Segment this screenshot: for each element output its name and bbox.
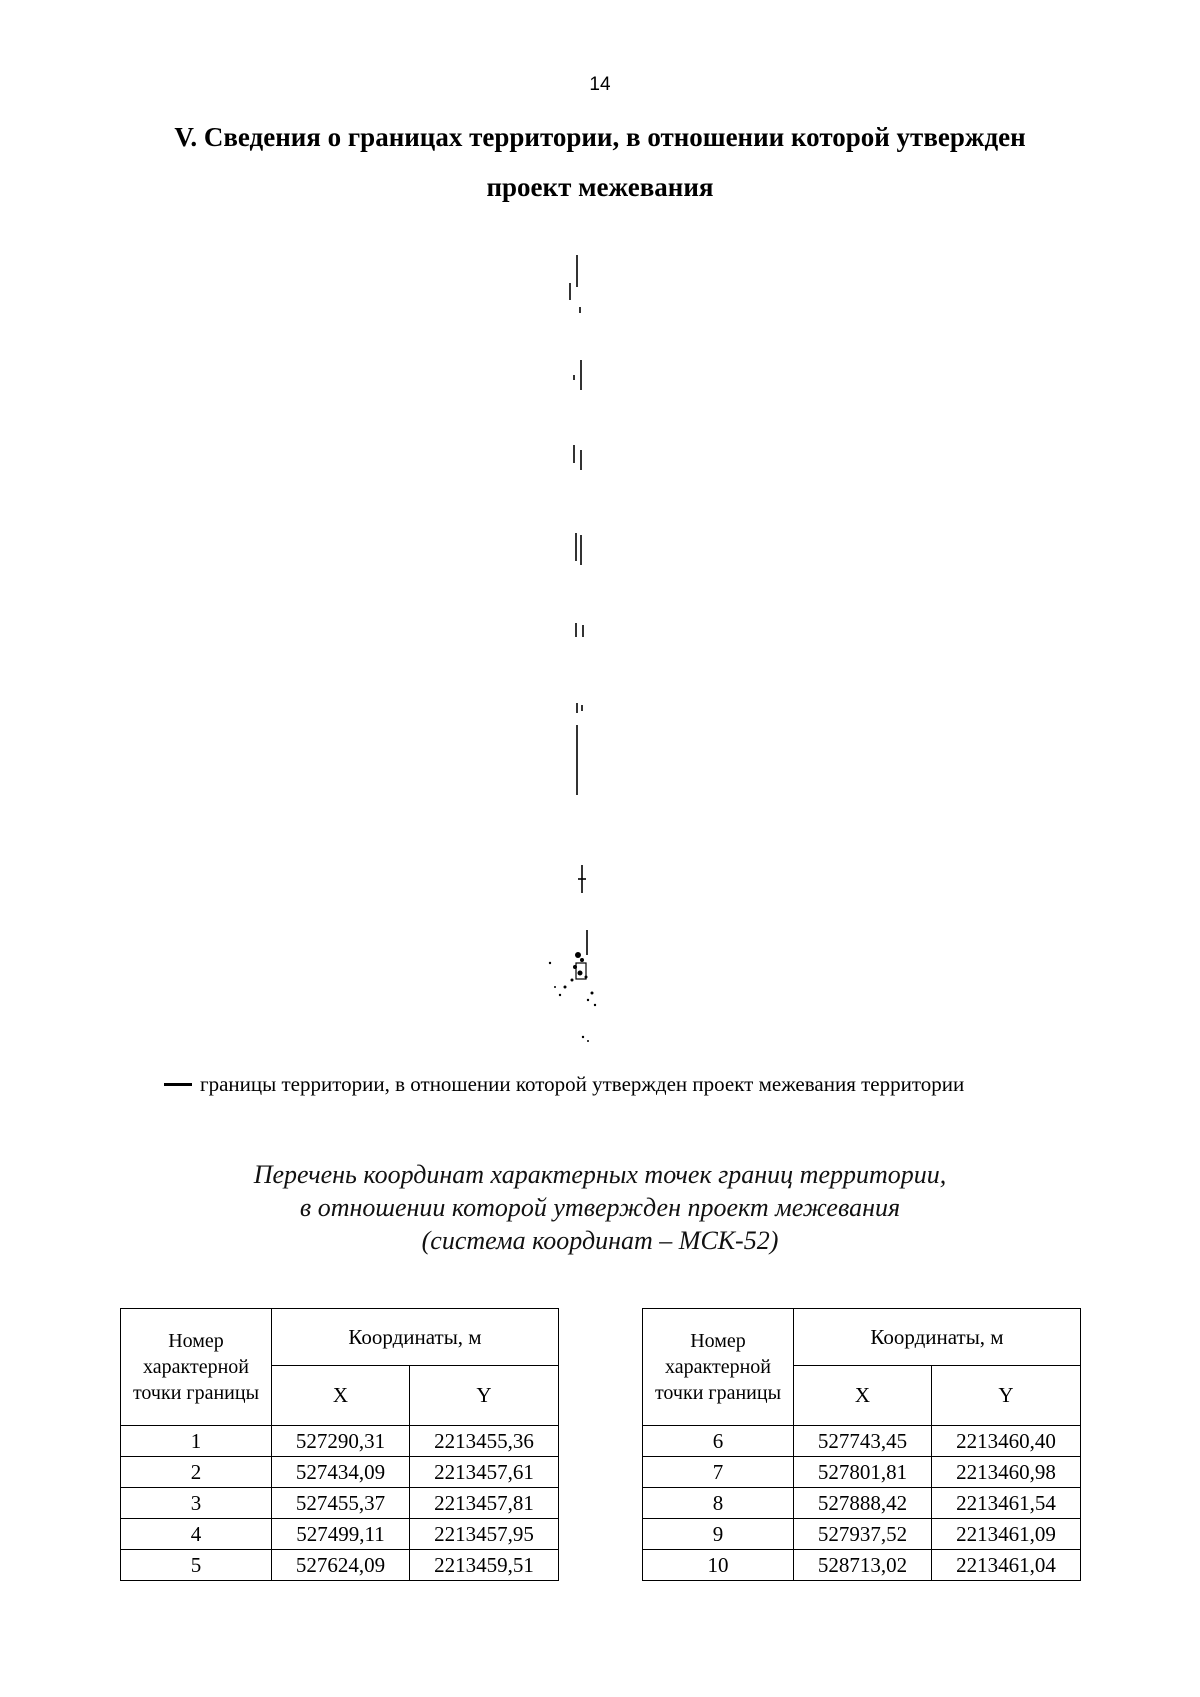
y-coordinate-cell: 2213461,54 [932, 1488, 1081, 1519]
point-number-cell: 6 [643, 1426, 794, 1457]
point-number-cell: 5 [121, 1550, 272, 1581]
coordinates-title-line: в отношении которой утвержден проект межевания [299, 1193, 901, 1222]
x-coordinate-cell: 528713,02 [794, 1550, 932, 1581]
coordinates-list-title [150, 1158, 1050, 1257]
point-number-cell: 4 [121, 1519, 272, 1550]
x-coordinate-cell: 527455,37 [272, 1488, 410, 1519]
table-body [121, 1426, 559, 1581]
x-coordinate-cell: 527888,42 [794, 1488, 932, 1519]
point-number-cell: 7 [643, 1457, 794, 1488]
point-number-cell: 9 [643, 1519, 794, 1550]
table-row [121, 1488, 559, 1519]
coordinates-table-right [642, 1308, 1081, 1581]
coordinates-title-line: Перечень координат характерных точек границ территории, [253, 1160, 947, 1189]
header-coordinates: Координаты, м [272, 1309, 559, 1366]
x-coordinate-cell: 527743,45 [794, 1426, 932, 1457]
table-row [643, 1519, 1081, 1550]
legend [164, 1072, 1124, 1097]
x-coordinate-cell: 527434,09 [272, 1457, 410, 1488]
table-row [121, 1426, 559, 1457]
table-row [643, 1488, 1081, 1519]
header-y: Y [410, 1366, 559, 1426]
header-point-number: Номер характерной точки границы [121, 1309, 272, 1426]
y-coordinate-cell: 2213461,09 [932, 1519, 1081, 1550]
table-row [121, 1550, 559, 1581]
header-coordinates: Координаты, м [794, 1309, 1081, 1366]
table-row [121, 1519, 559, 1550]
point-number-cell: 3 [121, 1488, 272, 1519]
legend-text: границы территории, в отношении которой утвержден проект межевания территории [200, 1072, 965, 1096]
x-coordinate-cell: 527624,09 [272, 1550, 410, 1581]
y-coordinate-cell: 2213457,95 [410, 1519, 559, 1550]
page-number: 14 [589, 74, 611, 95]
x-coordinate-cell: 527499,11 [272, 1519, 410, 1550]
y-coordinate-cell: 2213455,36 [410, 1426, 559, 1457]
boundary-line-symbol [164, 1083, 192, 1086]
boundary-endpoint-cluster [549, 952, 596, 1042]
y-coordinate-cell: 2213457,61 [410, 1457, 559, 1488]
y-coordinate-cell: 2213457,81 [410, 1488, 559, 1519]
table-body [643, 1426, 1081, 1581]
coordinates-table-left [120, 1308, 559, 1581]
table-row [643, 1457, 1081, 1488]
table-row [643, 1550, 1081, 1581]
y-coordinate-cell: 2213461,04 [932, 1550, 1081, 1581]
point-number-cell: 2 [121, 1457, 272, 1488]
header-x: X [794, 1366, 932, 1426]
y-coordinate-cell: 2213460,40 [932, 1426, 1081, 1457]
point-number-cell: 10 [643, 1550, 794, 1581]
point-number-cell: 1 [121, 1426, 272, 1457]
y-coordinate-cell: 2213460,98 [932, 1457, 1081, 1488]
section-title: V. Сведения о границах территории, в отношении которой утвержден проект межевания [174, 122, 1026, 202]
x-coordinate-cell: 527801,81 [794, 1457, 932, 1488]
point-number-cell: 8 [643, 1488, 794, 1519]
y-coordinate-cell: 2213459,51 [410, 1550, 559, 1581]
x-coordinate-cell: 527290,31 [272, 1426, 410, 1457]
header-point-number: Номер характерной точки границы [643, 1309, 794, 1426]
x-coordinate-cell: 527937,52 [794, 1519, 932, 1550]
coordinates-title-line: (система координат – МСК-52) [421, 1226, 779, 1255]
header-x: X [272, 1366, 410, 1426]
table-row [121, 1457, 559, 1488]
header-y: Y [932, 1366, 1081, 1426]
boundary-drawing [520, 215, 640, 1065]
table-row [643, 1426, 1081, 1457]
